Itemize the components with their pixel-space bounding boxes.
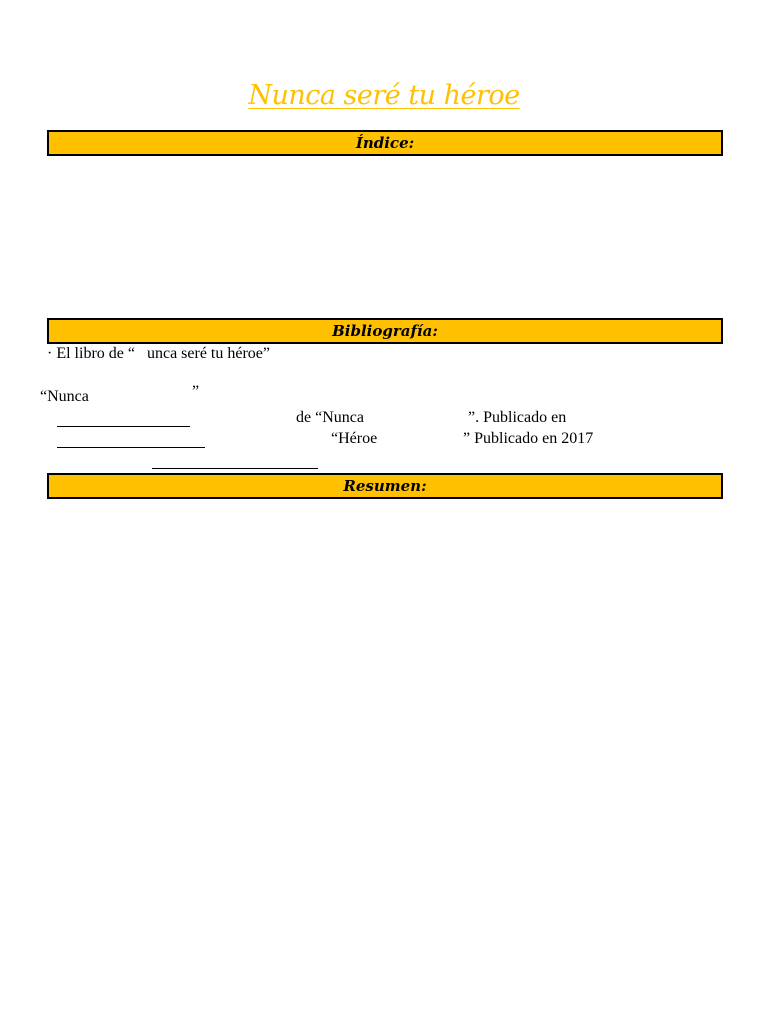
- bibliography-de-nunca: de “Nunca: [296, 409, 364, 426]
- bibliography-quote-close: ”: [192, 383, 200, 400]
- bibliography-publicado-2017: ” Publicado en 2017: [463, 430, 594, 447]
- bibliography-quote-open: “Nunca: [40, 388, 89, 405]
- bibliography-heroe: “Héroe: [331, 430, 378, 447]
- blank-line: [57, 426, 190, 427]
- bibliography-line-1: · El libro de “ unca seré tu héroe”: [47, 345, 271, 362]
- document-title: Nunca seré tu héroe: [248, 80, 520, 111]
- section-header-bibliografia: Bibliografía:: [47, 318, 723, 344]
- section-header-resumen: Resumen:: [47, 473, 723, 499]
- bibliography-publicado-en: ”. Publicado en: [468, 409, 567, 426]
- section-header-indice: Índice:: [47, 130, 723, 156]
- blank-line: [57, 447, 205, 448]
- blank-line: [152, 468, 318, 469]
